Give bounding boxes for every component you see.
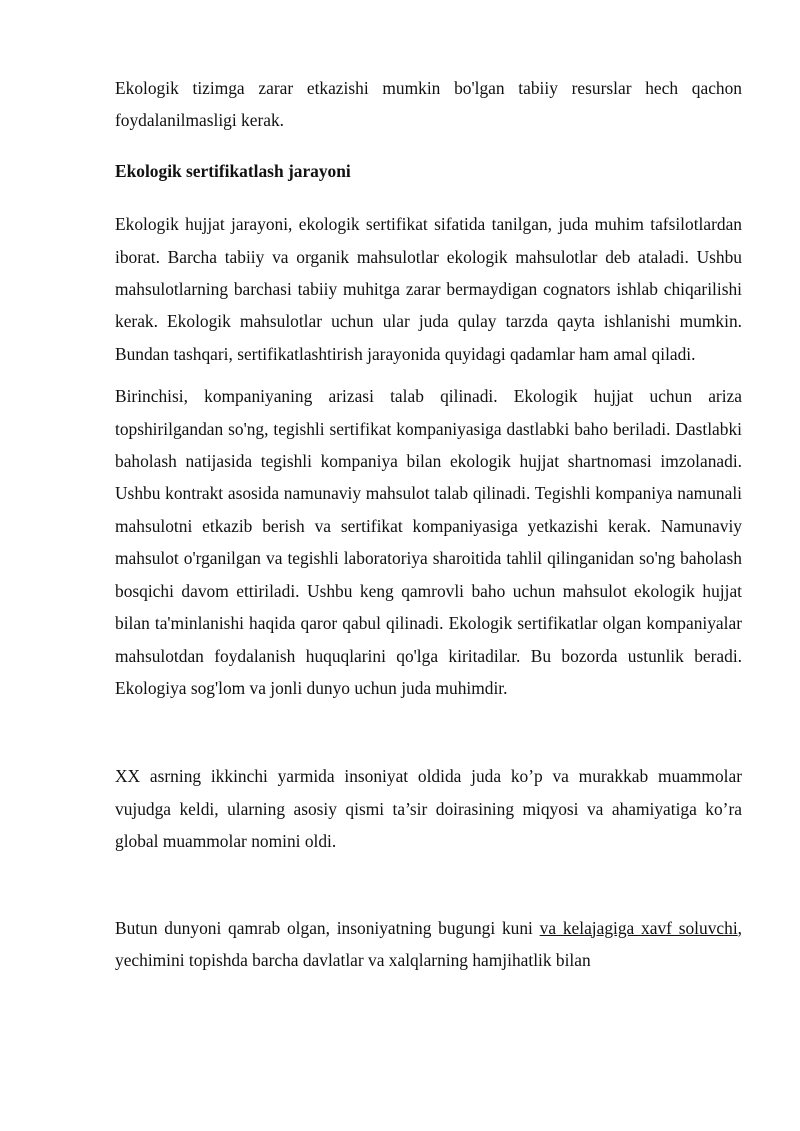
section-heading: Ekologik sertifikatlash jarayoni xyxy=(115,160,351,181)
paragraph-certification-process: Ekologik hujjat jarayoni, ekologik sertifikat sifatida tanilgan, juda muhim tafsilotlardan iborat. Barcha tabiiy va organik mahsulotlar ekologik mahsulotlar deb ataladi. Ushbu mahsulotlarning barchasi tabiiy muhitga zarar bermaydigan cognators ishlab chiqarilishi kerak. Ekologik mahsulotlar uchun ular juda qulay tarzda qayta ishlanishi mumkin. Bundan tashqari, sertifikatlashtirish jarayonida quyidagi qadamlar ham amal qiladi. xyxy=(115,214,742,364)
hyperlink-text[interactable]: va kelajagiga xavf soluvchi xyxy=(539,917,738,938)
paragraph-resources: Ekologik tizimga zarar etkazishi mumkin bo'lgan tabiiy resurslar hech qachon foydalanilmasligi kerak. xyxy=(115,78,742,131)
paragraph-text-end: , yechimini topishda barcha davlatlar va xalqlarning hamjihatlik bilan xyxy=(115,917,743,970)
paragraph-world-threat xyxy=(115,912,742,977)
paragraph-global-problems: XX asrning ikkinchi yarmida insoniyat oldida juda ko’p va murakkab muammolar vujudga keldi, ularning asosiy qismi ta’sir doirasining miqyosi va ahamiyatiga ko’ra global muammolar nomini oldi. xyxy=(115,766,742,852)
document-body xyxy=(115,72,742,976)
paragraph-text-start: Butun dunyoni qamrab olgan, insoniyatning bugungi kuni xyxy=(115,917,540,938)
paragraph-application-steps: Birinchisi, kompaniyaning arizasi talab qilinadi. Ekologik hujjat uchun ariza topshirilgandan so'ng, tegishli sertifikat kompaniyasiga dastlabki baho beriladi. Dastlabki baholash natijasida tegishli kompaniya bilan ekologik hujjat shartnomasi imzolanadi. Ushbu kontrakt asosida namunaviy mahsulot talab qilinadi. Tegishli kompaniya namunali mahsulotni etkazib berish va sertifikat kompaniyasiga yetkazishi kerak. Namunaviy mahsulot o'rganilgan va tegishli laboratoriya sharoitida tahlil qilinganidan so'ng baholash bosqichi davom ettiriladi. Ushbu keng qamrovli baho uchun mahsulot ekologik hujjat bilan ta'minlanishi haqida qaror qabul qilinadi. Ekologik sertifikatlar olgan kompaniyalar mahsulotdan foydalanish huquqlarini qo'lga kiritadilar. Bu bozorda ustunlik beradi. Ekologiya sog'lom va jonli dunyo uchun juda muhimdir. xyxy=(115,386,742,698)
